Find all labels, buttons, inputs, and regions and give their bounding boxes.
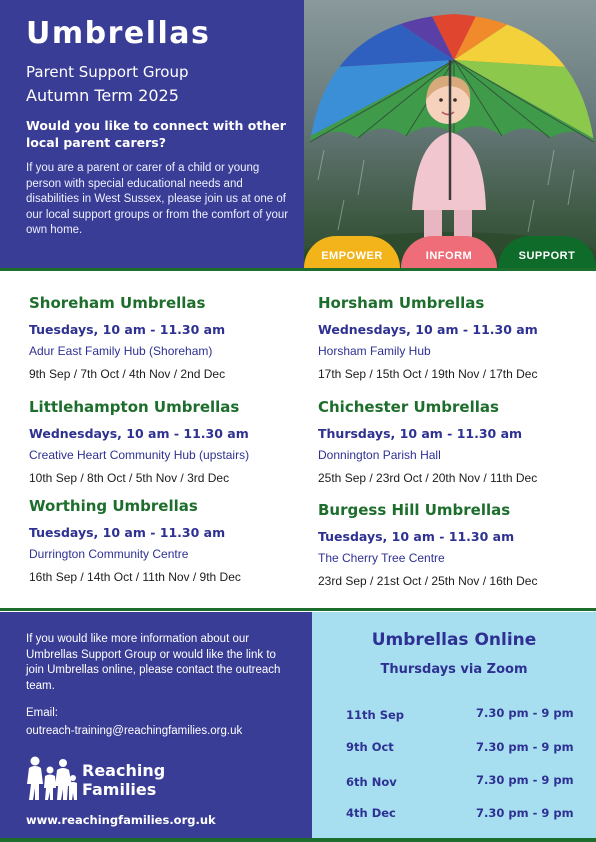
group-name: Horsham Umbrellas [318,294,485,312]
group-time: Wednesdays, 10 am - 11.30 am [29,426,249,441]
group-venue: The Cherry Tree Centre [318,551,445,565]
header-divider [0,268,596,271]
intro-question: Would you like to connect with other local parent carers? [26,118,286,150]
online-panel [312,612,596,842]
group-venue: Adur East Family Hub (Shoreham) [29,344,213,358]
group-venue: Donnington Parish Hall [318,448,441,462]
group-dates: 16th Sep / 14th Oct / 11th Nov / 9th Dec [29,570,241,584]
group-time: Wednesdays, 10 am - 11.30 am [318,322,538,337]
email-label: Email: [26,707,58,719]
reaching-families-logo [26,756,186,806]
group-time: Tuesdays, 10 am - 11.30 am [29,525,226,540]
group-worthing [29,497,309,584]
contact-panel [0,612,312,842]
umbrella-child-illustration [304,0,596,268]
tab-empower: EMPOWER [304,236,400,268]
bottom-divider [0,838,596,842]
logo-line-2: Families [82,780,157,799]
tab-inform: INFORM [401,236,497,268]
group-dates: 9th Sep / 7th Oct / 4th Nov / 2nd Dec [29,367,226,381]
session-date: 6th Nov [346,775,397,789]
group-venue: Durrington Community Centre [29,547,189,561]
group-dates: 17th Sep / 15th Oct / 19th Nov / 17th Dec [318,367,538,381]
session-time: 7.30 pm - 9 pm [476,706,574,720]
group-time: Tuesdays, 10 am - 11.30 am [29,322,226,337]
group-dates: 25th Sep / 23rd Oct / 20th Nov / 11th Dec [318,471,538,485]
group-name: Burgess Hill Umbrellas [318,501,511,519]
session-time: 7.30 pm - 9 pm [476,773,574,787]
logo-wordmark [82,761,165,799]
group-horsham [318,294,596,381]
group-time: Tuesdays, 10 am - 11.30 am [318,529,515,544]
tab-support: SUPPORT [498,236,596,268]
group-shoreham [29,294,309,381]
group-name: Worthing Umbrellas [29,497,198,515]
online-subtitle: Thursdays via Zoom [380,662,528,677]
group-name: Littlehampton Umbrellas [29,398,240,416]
header-text-block [26,16,294,239]
header-banner [0,0,596,268]
website-link[interactable]: www.reachingfamilies.org.uk [26,813,216,827]
group-venue: Horsham Family Hub [318,344,431,358]
family-figures-icon [26,756,78,802]
term-label: Autumn Term 2025 [26,86,179,105]
page-subtitle: Parent Support Group [26,63,189,81]
session-date: 11th Sep [346,708,405,722]
footer-divider [0,608,596,611]
email-link[interactable]: outreach-training@reachingfamilies.org.uk [26,725,243,737]
online-title: Umbrellas Online [371,630,537,650]
group-name: Chichester Umbrellas [318,398,499,416]
group-chichester [318,398,596,485]
group-burgess-hill [318,501,596,588]
group-venue: Creative Heart Community Hub (upstairs) [29,448,250,462]
group-dates: 23rd Sep / 21st Oct / 25th Nov / 16th Dec [318,574,538,588]
intro-paragraph: If you are a parent or carer of a child or young person with special educational needs and disabilities in West Sussex, please join us at one of our local support groups or from the comfort of your own home. [26,162,289,236]
umbrella-photo [304,0,596,268]
group-dates: 10th Sep / 8th Oct / 5th Nov / 3rd Dec [29,471,230,485]
logo-line-1: Reaching [82,761,166,780]
session-date: 9th Oct [346,740,394,754]
group-name: Shoreham Umbrellas [29,294,206,312]
contact-info-text: If you would like more information about our Umbrellas Support Group or would like the link to join Umbrellas online, please contact the outreach team. [26,633,281,692]
session-time: 7.30 pm - 9 pm [476,740,574,754]
session-time: 7.30 pm - 9 pm [476,806,574,820]
session-date: 4th Dec [346,806,396,820]
group-time: Thursdays, 10 am - 11.30 am [318,426,523,441]
page-title: Umbrellas [26,16,211,51]
group-littlehampton [29,398,309,485]
